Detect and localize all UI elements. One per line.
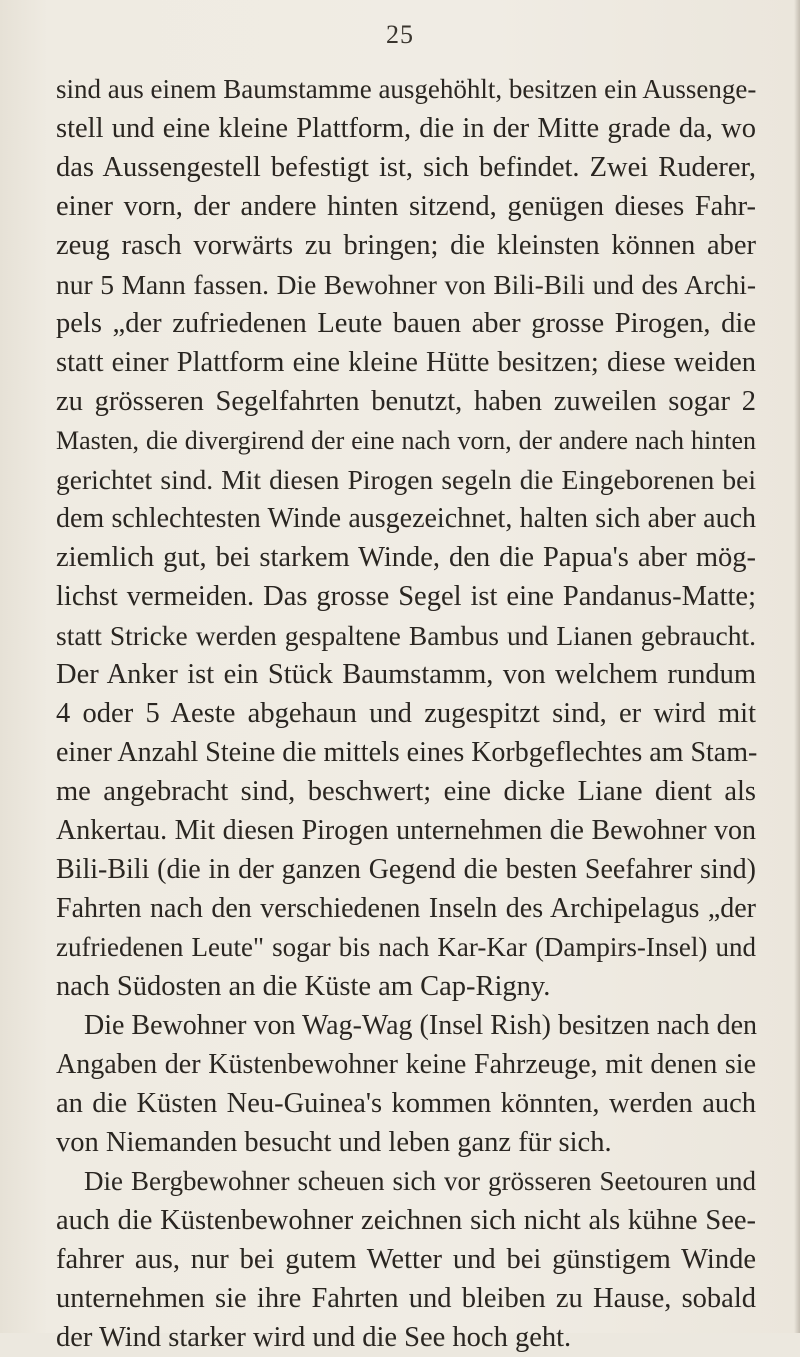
text-line: Fahrten nach den verschiedenen Inseln des Archipelagus „der [56, 893, 756, 924]
text-line: unternehmen sie ihre Fahrten und bleiben zu Hause, sobald [56, 1283, 756, 1314]
text-line: nur 5 Mann fassen. Die Bewohner von Bili-Bili und des Archi- [56, 269, 756, 300]
text-line: einer vorn, der andere hinten sitzend, genügen dieses Fahr- [56, 191, 756, 222]
text-line: zeug rasch vorwärts zu bringen; die kleinsten können aber [56, 230, 756, 261]
text-line: stell und eine kleine Plattform, die in der Mitte grade da, wo [56, 113, 756, 144]
text-line: von Niemanden besucht und leben ganz für sich. [56, 1127, 612, 1158]
page-number: 25 [386, 20, 414, 49]
text-line: nach Südosten an die Küste am Cap-Rigny. [56, 971, 551, 1002]
text-line: sind aus einem Baumstamme ausgehöhlt, besitzen ein Aussenge- [56, 74, 757, 104]
text-line: der Wind starker wird und die See hoch geht. [56, 1322, 572, 1353]
text-line: Masten, die divergirend der eine nach vorn, der andere nach hinten [56, 426, 756, 455]
text-line: gerichtet sind. Mit diesen Pirogen segeln die Eingeborenen bei [56, 464, 756, 495]
text-line: Ankertau. Mit diesen Pirogen unternehmen die Bewohner von [56, 815, 756, 846]
text-line: fahrer aus, nur bei gutem Wetter und bei günstigem Winde [56, 1244, 756, 1275]
text-line: statt Stricke werden gespaltene Bambus und Lianen gebraucht. [56, 620, 756, 651]
text-line: Die Bergbewohner scheuen sich vor grösseren Seetouren und [84, 1166, 756, 1196]
text-line: Der Anker ist ein Stück Baumstamm, von welchem rundum [56, 659, 756, 690]
text-line: 4 oder 5 Aeste abgehaun und zugespitzt sind, er wird mit [56, 698, 756, 729]
text-line: lichst vermeiden. Das grosse Segel ist eine Pandanus-Matte; [56, 581, 756, 612]
text-line: me angebracht sind, beschwert; eine dicke Liane dient als [56, 776, 756, 807]
text-line: einer Anzahl Steine die mittels eines Korbgeflechtes am Stam- [56, 737, 758, 768]
text-line: Die Bewohner von Wag-Wag (Insel Rish) besitzen nach den [84, 1010, 757, 1041]
text-line: zufriedenen Leute" sogar bis nach Kar-Kar (Dampirs-Insel) und [56, 932, 756, 962]
text-line: das Aussengestell befestigt ist, sich befindet. Zwei Ruderer, [56, 152, 756, 183]
text-line: dem schlechtesten Winde ausgezeichnet, halten sich aber auch [56, 503, 756, 534]
text-line: zu grösseren Segelfahrten benutzt, haben zuweilen sogar 2 [56, 386, 756, 417]
body-text [56, 70, 756, 1357]
text-line: statt einer Plattform eine kleine Hütte besitzen; diese weiden [56, 347, 756, 378]
text-line: Bili-Bili (die in der ganzen Gegend die besten Seefahrer sind) [56, 854, 756, 885]
text-line: pels „der zufriedenen Leute bauen aber grosse Pirogen, die [56, 308, 756, 339]
page-edge-shadow [794, 0, 800, 1333]
text-line: ziemlich gut, bei starkem Winde, den die Papua's aber mög- [56, 542, 756, 573]
text-line: an die Küsten Neu-Guinea's kommen könnten, werden auch [56, 1088, 756, 1119]
text-line: Angaben der Küstenbewohner keine Fahrzeuge, mit denen sie [56, 1049, 756, 1080]
text-line: auch die Küstenbewohner zeichnen sich nicht als kühne See- [56, 1205, 756, 1236]
